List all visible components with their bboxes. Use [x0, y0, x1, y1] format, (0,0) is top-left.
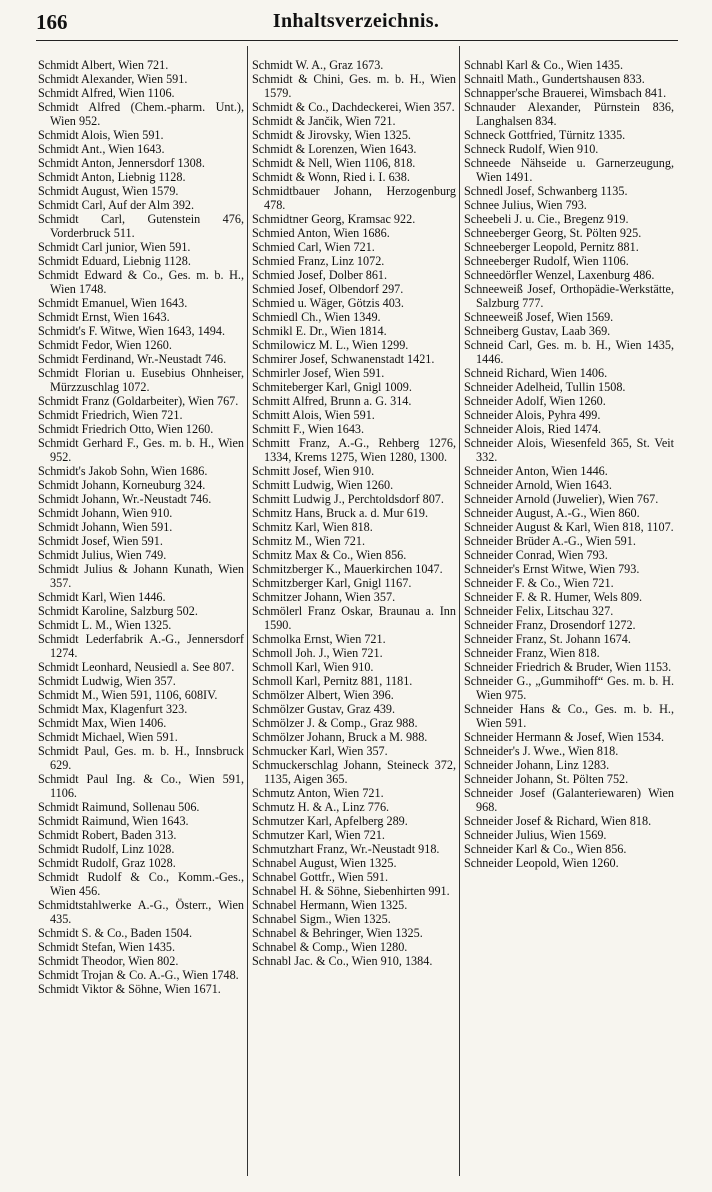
index-entry: Schmied Josef, Dolber 861. — [252, 268, 388, 282]
index-entry: Schmidtner Georg, Kramsac 922. — [252, 212, 416, 226]
index-entry: Schneider Alois, Wiesenfeld 365, St. Veit 332. — [464, 436, 674, 464]
index-entry: Schmied Josef, Olbendorf 297. — [252, 282, 404, 296]
index-entry: Schneider F. & Co., Wien 721. — [464, 576, 614, 590]
index-entry: Schmidt Ernst, Wien 1643. — [38, 310, 170, 324]
index-entry: Schmitz Hans, Bruck a. d. Mur 619. — [252, 506, 429, 520]
index-entry: Schneider Felix, Litschau 327. — [464, 604, 614, 618]
index-entry: Schneider Johann, St. Pölten 752. — [464, 772, 629, 786]
index-entry: Schmidt Friedrich Otto, Wien 1260. — [38, 422, 214, 436]
index-entry: Schneedörfler Wenzel, Laxenburg 486. — [464, 268, 655, 282]
index-entry: Schmidt Karl, Wien 1446. — [38, 590, 166, 604]
index-entry: Schmidt S. & Co., Baden 1504. — [38, 926, 193, 940]
index-entry: Schmied Anton, Wien 1686. — [252, 226, 390, 240]
index-entry: Schmidt Eduard, Liebnig 1128. — [38, 254, 191, 268]
index-entry: Schneider Anton, Wien 1446. — [464, 464, 608, 478]
index-entry: Schmiedl Ch., Wien 1349. — [252, 310, 381, 324]
index-entry: Schnauder Alexander, Pürnstein 836, Langhalsen 834. — [464, 100, 674, 128]
index-entry: Schneider Josef (Galanteriewaren) Wien 968. — [464, 786, 674, 814]
index-entry: Scheebeli J. u. Cie., Bregenz 919. — [464, 212, 629, 226]
index-entry: Schmitt Josef, Wien 910. — [252, 464, 375, 478]
index-entry: Schmitz Max & Co., Wien 856. — [252, 548, 407, 562]
index-entry: Schmidt Karoline, Salzburg 502. — [38, 604, 198, 618]
index-entry: Schneider's J. Wwe., Wien 818. — [464, 744, 619, 758]
index-entry: Schmoll Karl, Wien 910. — [252, 660, 374, 674]
index-entry: Schmikl E. Dr., Wien 1814. — [252, 324, 387, 338]
index-entry: Schmidt Robert, Baden 313. — [38, 828, 177, 842]
index-entry: Schmitz Karl, Wien 818. — [252, 520, 373, 534]
index-entry: Schneider Josef & Richard, Wien 818. — [464, 814, 652, 828]
index-entry: Schmidt Ferdinand, Wr.-Neustadt 746. — [38, 352, 227, 366]
index-entry: Schmidt Raimund, Wien 1643. — [38, 814, 189, 828]
index-entry: Schmidtbauer Johann, Herzogenburg 478. — [252, 184, 456, 212]
index-entry: Schmidt Johann, Wien 910. — [38, 506, 173, 520]
index-entry: Schmutzhart Franz, Wr.-Neustadt 918. — [252, 842, 440, 856]
index-entry: Schneider Adolf, Wien 1260. — [464, 394, 606, 408]
index-entry: Schneider Arnold (Juwelier), Wien 767. — [464, 492, 659, 506]
index-entry: Schnabel Sigm., Wien 1325. — [252, 912, 391, 926]
index-entry: Schneede Nähseide u. Garnerzeugung, Wien 1491. — [464, 156, 674, 184]
page-title: Inhaltsverzeichnis. — [272, 10, 440, 32]
index-entry: Schmidt Johann, Korneuburg 324. — [38, 478, 206, 492]
index-entry: Schmidt Alois, Wien 591. — [38, 128, 164, 142]
index-entry: Schmidt L. M., Wien 1325. — [38, 618, 172, 632]
index-entry: Schmolka Ernst, Wien 721. — [252, 632, 386, 646]
index-entry: Schmidt Julius, Wien 749. — [38, 548, 167, 562]
index-entry: Schmidt Friedrich, Wien 721. — [38, 408, 183, 422]
index-entry: Schmidt Ludwig, Wien 357. — [38, 674, 176, 688]
index-entry: Schneider Conrad, Wien 793. — [464, 548, 608, 562]
index-entry: Schmutzer Karl, Apfelberg 289. — [252, 814, 408, 828]
index-entry: Schmidt & Jančik, Wien 721. — [252, 114, 396, 128]
page-header — [0, 0, 712, 40]
index-entry: Schmidt Paul, Ges. m. b. H., Innsbruck 629. — [38, 744, 244, 772]
index-entry: Schmitzberger Karl, Gnigl 1167. — [252, 576, 412, 590]
index-entry: Schmölzer Johann, Bruck a M. 988. — [252, 730, 428, 744]
index-entry: Schmoll Joh. J., Wien 721. — [252, 646, 383, 660]
index-entry: Schmidt Viktor & Söhne, Wien 1671. — [38, 982, 221, 996]
index-entry: Schmidt Raimund, Sollenau 506. — [38, 800, 200, 814]
index-entry: Schmidt & Co., Dachdeckerei, Wien 357. — [252, 100, 455, 114]
index-entry: Schmidt & Jirovsky, Wien 1325. — [252, 128, 411, 142]
index-entry: Schneider August, A.-G., Wien 860. — [464, 506, 640, 520]
index-entry: Schneid Carl, Ges. m. b. H., Wien 1435, 1446. — [464, 338, 674, 366]
index-entry: Schmied Carl, Wien 721. — [252, 240, 375, 254]
index-entry: Schmidt Stefan, Wien 1435. — [38, 940, 176, 954]
index-entry: Schmoll Karl, Pernitz 881, 1181. — [252, 674, 413, 688]
index-entry: Schneider Leopold, Wien 1260. — [464, 856, 619, 870]
index-entry: Schmidt Michael, Wien 591. — [38, 730, 178, 744]
index-entry: Schnabel H. & Söhne, Siebenhirten 991. — [252, 884, 450, 898]
index-entry: Schmölzer J. & Comp., Graz 988. — [252, 716, 418, 730]
index-entry: Schmidt Florian u. Eusebius Ohnheiser, Mürzzuschlag 1072. — [38, 366, 244, 394]
index-entry: Schmidt M., Wien 591, 1106, 608IV. — [38, 688, 218, 702]
index-entry: Schmitt Ludwig J., Perchtoldsdorf 807. — [252, 492, 444, 506]
index-entry: Schmidt Paul Ing. & Co., Wien 591, 1106. — [38, 772, 244, 800]
index-entry: Schmidt Alexander, Wien 591. — [38, 72, 188, 86]
index-entry: Schneider August & Karl, Wien 818, 1107. — [464, 520, 674, 534]
index-entry: Schneider Karl & Co., Wien 856. — [464, 842, 627, 856]
index-entry: Schmidt & Nell, Wien 1106, 818. — [252, 156, 416, 170]
header-rule — [36, 40, 678, 41]
index-entry: Schmitzer Johann, Wien 357. — [252, 590, 396, 604]
index-entry: Schmitt Franz, A.-G., Rehberg 1276, 1334, Krems 1275, Wien 1280, 1300. — [252, 436, 456, 464]
index-entry: Schneider Brüder A.-G., Wien 591. — [464, 534, 636, 548]
index-entry: Schmied u. Wäger, Götzis 403. — [252, 296, 404, 310]
index-entry: Schmidt & Lorenzen, Wien 1643. — [252, 142, 417, 156]
index-entry: Schmidt W. A., Graz 1673. — [252, 58, 384, 72]
index-entry: Schnabl Jac. & Co., Wien 910, 1384. — [252, 954, 433, 968]
index-entry: Schneider Alois, Pyhra 499. — [464, 408, 601, 422]
index-entry: Schnedl Josef, Schwanberg 1135. — [464, 184, 628, 198]
index-entry: Schmidt Rudolf & Co., Komm.-Ges., Wien 456. — [38, 870, 244, 898]
index-entry: Schmidt Lederfabrik A.-G., Jennersdorf 1274. — [38, 632, 244, 660]
index-entry: Schneeberger Rudolf, Wien 1106. — [464, 254, 629, 268]
index-entry: Schmidt & Chini, Ges. m. b. H., Wien 1579. — [252, 72, 456, 100]
index-entry: Schneider F. & R. Humer, Wels 809. — [464, 590, 643, 604]
index-entry: Schmied Franz, Linz 1072. — [252, 254, 385, 268]
index-entry: Schnapper'sche Brauerei, Wimsbach 841. — [464, 86, 667, 100]
index-entry: Schmitzberger K., Mauerkirchen 1047. — [252, 562, 443, 576]
index-entry: Schmidt Johann, Wien 591. — [38, 520, 173, 534]
index-entry: Schmitt Ludwig, Wien 1260. — [252, 478, 394, 492]
index-entry: Schneider's Ernst Witwe, Wien 793. — [464, 562, 640, 576]
index-entry: Schnaitl Math., Gundertshausen 833. — [464, 72, 645, 86]
index-entry: Schneider Johann, Linz 1283. — [464, 758, 610, 772]
index-column-1 — [38, 58, 244, 1183]
index-entry: Schneider Alois, Ried 1474. — [464, 422, 602, 436]
index-entry: Schneider Franz, St. Johann 1674. — [464, 632, 631, 646]
index-entry: Schneider Arnold, Wien 1643. — [464, 478, 612, 492]
index-entry: Schmidt Julius & Johann Kunath, Wien 357. — [38, 562, 244, 590]
index-entry: Schmidt Carl junior, Wien 591. — [38, 240, 191, 254]
index-entry: Schnabl Karl & Co., Wien 1435. — [464, 58, 624, 72]
index-entry: Schmidt Carl, Gutenstein 476, Vorderbruck 511. — [38, 212, 244, 240]
index-entry: Schmölzer Gustav, Graz 439. — [252, 702, 396, 716]
index-entry: Schmirer Josef, Schwanenstadt 1421. — [252, 352, 435, 366]
index-entry: Schmitt F., Wien 1643. — [252, 422, 365, 436]
index-entry: Schneck Rudolf, Wien 910. — [464, 142, 599, 156]
index-entry: Schneeberger Georg, St. Pölten 925. — [464, 226, 642, 240]
index-entry: Schnabel & Comp., Wien 1280. — [252, 940, 408, 954]
index-entry: Schmidt Anton, Jennersdorf 1308. — [38, 156, 205, 170]
index-entry: Schmidt Max, Klagenfurt 323. — [38, 702, 188, 716]
index-entry: Schmidt & Wonn, Ried i. I. 638. — [252, 170, 410, 184]
index-column-2 — [252, 58, 456, 1183]
index-entry: Schmidt Franz (Goldarbeiter), Wien 767. — [38, 394, 239, 408]
page-number: 166 — [36, 10, 68, 34]
index-entry: Schneider Adelheid, Tullin 1508. — [464, 380, 626, 394]
index-entry: Schneider Hans & Co., Ges. m. b. H., Wien 591. — [464, 702, 674, 730]
index-entry: Schmuckerschlag Johann, Steineck 372, 1135, Aigen 365. — [252, 758, 456, 786]
index-entry: Schnabel Gottfr., Wien 591. — [252, 870, 389, 884]
index-entry: Schmidt Alfred (Chem.-pharm. Unt.), Wien 952. — [38, 100, 244, 128]
index-entry: Schnabel & Behringer, Wien 1325. — [252, 926, 423, 940]
index-entry: Schmiteberger Karl, Gnigl 1009. — [252, 380, 412, 394]
index-entry: Schneider Franz, Drosendorf 1272. — [464, 618, 636, 632]
index-entry: Schmucker Karl, Wien 357. — [252, 744, 388, 758]
index-entry: Schmidt Theodor, Wien 802. — [38, 954, 179, 968]
index-entry: Schmitt Alois, Wien 591. — [252, 408, 375, 422]
index-entry: Schmitz M., Wien 721. — [252, 534, 366, 548]
index-entry: Schmidt August, Wien 1579. — [38, 184, 179, 198]
index-entry: Schmidt Leonhard, Neusiedl a. See 807. — [38, 660, 235, 674]
index-entry: Schmidt Edward & Co., Ges. m. b. H., Wien 1748. — [38, 268, 244, 296]
index-entry: Schmidt Carl, Auf der Alm 392. — [38, 198, 195, 212]
index-entry: Schnee Julius, Wien 793. — [464, 198, 587, 212]
index-entry: Schmirler Josef, Wien 591. — [252, 366, 385, 380]
column-divider — [459, 46, 460, 1176]
index-entry: Schneeweiß Josef, Orthopädie-Werkstätte, Salzburg 777. — [464, 282, 674, 310]
index-entry: Schmidt Johann, Wr.-Neustadt 746. — [38, 492, 212, 506]
index-column-3 — [464, 58, 674, 1183]
index-entry: Schneck Gottfried, Türnitz 1335. — [464, 128, 626, 142]
index-entry: Schneider Hermann & Josef, Wien 1534. — [464, 730, 664, 744]
column-divider — [247, 46, 248, 1176]
index-entry: Schmidt's Jakob Sohn, Wien 1686. — [38, 464, 208, 478]
index-entry: Schmidt Ant., Wien 1643. — [38, 142, 165, 156]
index-entry: Schmidt Albert, Wien 721. — [38, 58, 169, 72]
index-entry: Schmidt Rudolf, Graz 1028. — [38, 856, 176, 870]
index-entry: Schnabel Hermann, Wien 1325. — [252, 898, 408, 912]
index-entry: Schmidt Alfred, Wien 1106. — [38, 86, 175, 100]
index-entry: Schmidt Gerhard F., Ges. m. b. H., Wien 952. — [38, 436, 244, 464]
index-entry: Schmutz Anton, Wien 721. — [252, 786, 384, 800]
index-entry: Schneeweiß Josef, Wien 1569. — [464, 310, 614, 324]
index-entry: Schneider Franz, Wien 818. — [464, 646, 600, 660]
index-entry: Schneiberg Gustav, Laab 369. — [464, 324, 611, 338]
index-entry: Schmidt Trojan & Co. A.-G., Wien 1748. — [38, 968, 239, 982]
index-entry: Schmitt Alfred, Brunn a. G. 314. — [252, 394, 412, 408]
index-entry: Schmidt Fedor, Wien 1260. — [38, 338, 172, 352]
index-entry: Schneeberger Leopold, Pernitz 881. — [464, 240, 639, 254]
index-entry: Schneider Friedrich & Bruder, Wien 1153. — [464, 660, 672, 674]
index-entry: Schmilowicz M. L., Wien 1299. — [252, 338, 409, 352]
index-entry: Schmidt Rudolf, Linz 1028. — [38, 842, 175, 856]
index-entry: Schmutzer Karl, Wien 721. — [252, 828, 385, 842]
index-entry: Schmölerl Franz Oskar, Braunau a. Inn 1590. — [252, 604, 456, 632]
index-entry: Schmidt Josef, Wien 591. — [38, 534, 163, 548]
index-entry: Schmölzer Albert, Wien 396. — [252, 688, 394, 702]
index-entry: Schmidt Max, Wien 1406. — [38, 716, 167, 730]
index-entry: Schneider Julius, Wien 1569. — [464, 828, 607, 842]
index-entry: Schmidt Anton, Liebnig 1128. — [38, 170, 186, 184]
index-entry: Schneider G., „Gummihoff“ Ges. m. b. H. Wien 975. — [464, 674, 674, 702]
index-entry: Schmidtstahlwerke A.-G., Österr., Wien 435. — [38, 898, 244, 926]
index-entry: Schmidt Emanuel, Wien 1643. — [38, 296, 188, 310]
index-entry: Schnabel August, Wien 1325. — [252, 856, 397, 870]
index-entry: Schneid Richard, Wien 1406. — [464, 366, 608, 380]
index-entry: Schmidt's F. Witwe, Wien 1643, 1494. — [38, 324, 225, 338]
index-entry: Schmutz H. & A., Linz 776. — [252, 800, 390, 814]
